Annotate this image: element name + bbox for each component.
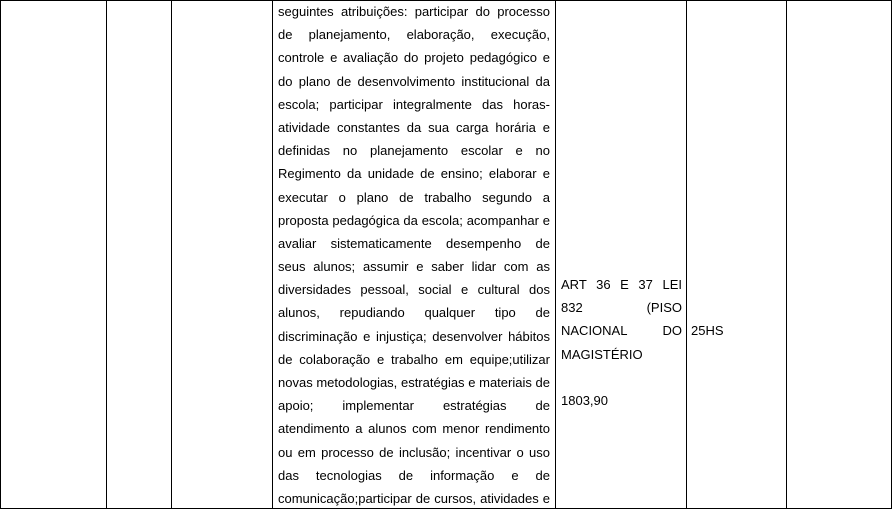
remuneration-line: 832 (PISO xyxy=(561,300,682,316)
column-border xyxy=(686,0,687,509)
description-line: de planejamento, elaboração, execução, xyxy=(278,27,550,43)
remuneration-line: NACIONAL DO xyxy=(561,323,682,339)
description-line: escola; participar integralmente das horas- xyxy=(278,96,550,112)
empty-cell xyxy=(173,1,272,508)
workload-cell: 25HS xyxy=(691,323,724,338)
description-line: apoio; implementar estratégias de xyxy=(278,398,550,414)
empty-cell xyxy=(107,1,171,508)
salary-value: 1803,90 xyxy=(561,392,608,408)
description-line: ou em processo de inclusão; incentivar o uso xyxy=(278,444,550,460)
description-line: controle e avaliação do projeto pedagógico e xyxy=(278,50,550,66)
description-line: seus alunos; assumir e saber lidar com as xyxy=(278,259,550,275)
description-line: executar o plano de trabalho segundo a xyxy=(278,189,550,205)
column-border xyxy=(272,0,273,509)
description-line: avaliar sistematicamente desempenho de xyxy=(278,235,550,251)
description-line: definidas no planejamento escolar e no xyxy=(278,143,550,159)
description-line: novas metodologias, estratégias e materiais de xyxy=(278,375,550,390)
description-line: das tecnologias de informação e de xyxy=(278,467,550,483)
description-line: do plano de desenvolvimento institucional da xyxy=(278,73,550,89)
duties-description-cell xyxy=(278,0,550,510)
description-line: comunicação;participar de cursos, atividades e xyxy=(278,490,550,506)
remuneration-line: MAGISTÉRIO xyxy=(561,346,643,362)
description-line: atividade constantes da sua carga horária e xyxy=(278,119,550,135)
description-line: proposta pedagógica da escola; acompanhar e xyxy=(278,212,550,228)
description-line: diversidades pessoal, social e cultural dos xyxy=(278,282,550,298)
description-line: alunos, repudiando qualquer tipo de xyxy=(278,305,550,321)
blank-line xyxy=(561,366,682,389)
empty-cell xyxy=(1,1,106,508)
description-line: de colaboração e trabalho em equipe;utilizar xyxy=(278,351,550,367)
remuneration-line: ART 36 E 37 LEI xyxy=(561,277,682,292)
description-line: seguintes atribuições: participar do processo xyxy=(278,4,550,19)
description-line: discriminação e injustiça; desenvolver hábitos xyxy=(278,328,550,344)
column-border xyxy=(555,0,556,509)
description-line: Regimento da unidade de ensino; elaborar e xyxy=(278,166,550,182)
remuneration-cell xyxy=(561,273,682,412)
description-line: atendimento a alunos com menor rendimento xyxy=(278,421,550,437)
column-border xyxy=(171,0,172,509)
empty-cell xyxy=(787,1,891,508)
